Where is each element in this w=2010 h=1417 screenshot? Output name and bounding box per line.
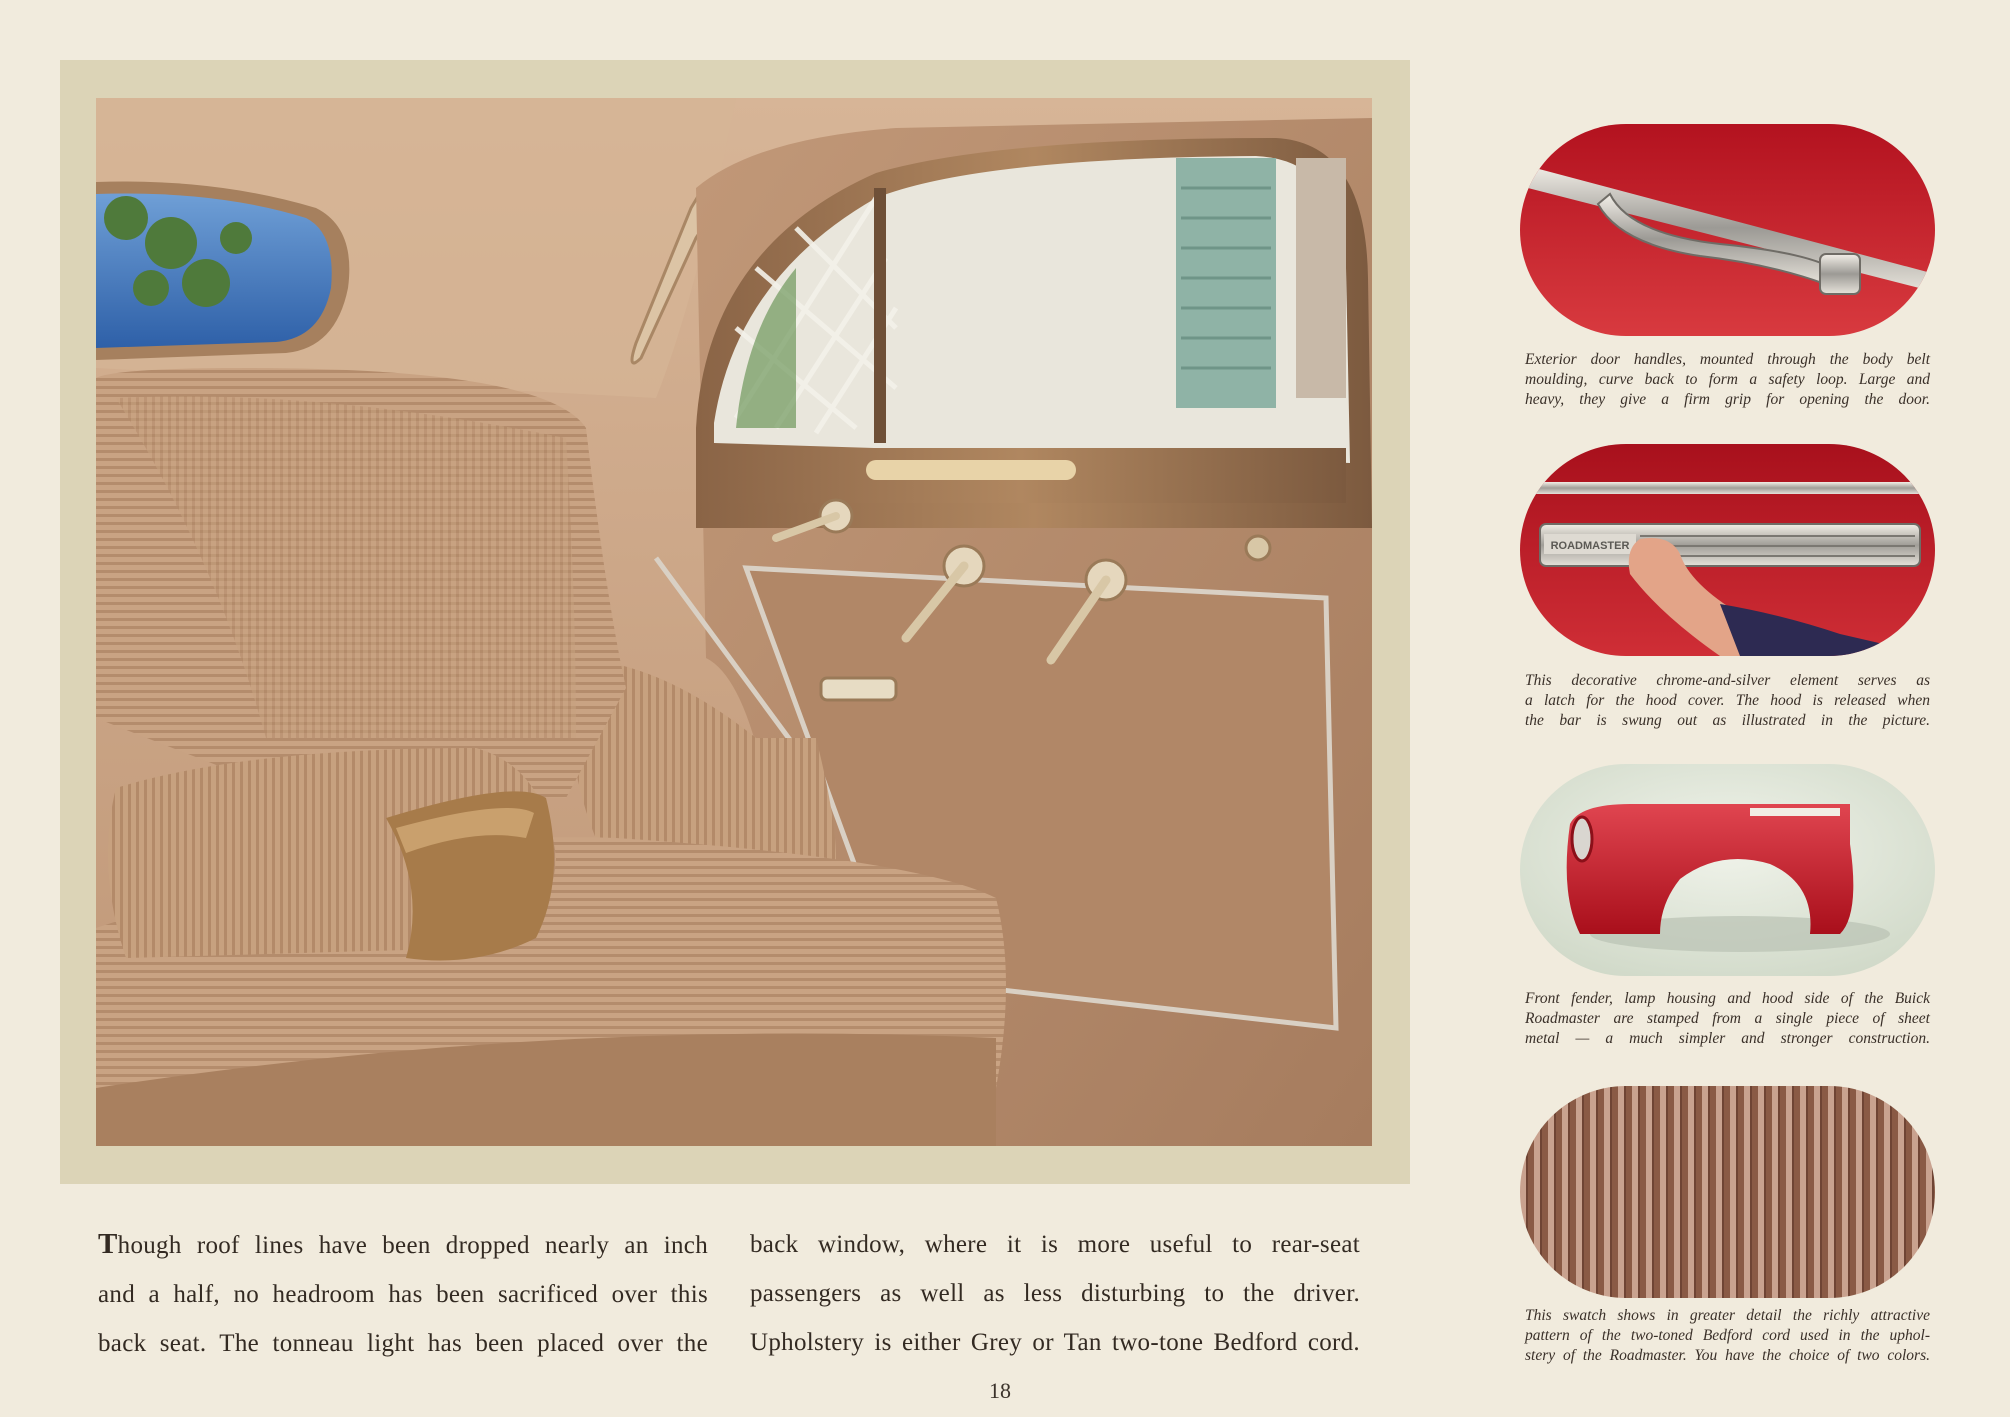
caption-line: Roadmaster are stamped from a single piece of sheet <box>1525 1010 1930 1027</box>
caption-line: a latch for the hood cover. The hood is released when <box>1525 692 1930 709</box>
caption-line: Front fender, lamp housing and hood side of the Buick <box>1525 990 1930 1007</box>
body-line: Upholstery is either Grey or Tan two-tone Bedford cord. <box>750 1329 1360 1356</box>
caption-line: Exterior door handles, mounted through the body belt <box>1525 351 1930 368</box>
caption-line: moulding, curve back to form a safety loop. Large and <box>1525 371 1930 388</box>
caption-line: the bar is swung out as illustrated in the picture. <box>1525 712 1930 729</box>
caption-line: pattern of the two-toned Bedford cord used in the uphol- <box>1525 1327 1930 1344</box>
body-line: back window, where it is more useful to rear-seat <box>750 1231 1360 1258</box>
caption-line: metal — a much simpler and stronger construction. <box>1525 1030 1930 1047</box>
caption-front-fender <box>1525 989 1930 1049</box>
roadmaster-emblem-text: ROADMASTER <box>1550 540 1630 552</box>
body-line: Though roof lines have been dropped nearly an inch <box>98 1228 708 1260</box>
page-number: 18 <box>989 1378 1011 1403</box>
caption-door-handles <box>1525 350 1930 410</box>
fabric-swatch-vignette <box>1520 1086 1935 1298</box>
body-text-left-column <box>98 1220 708 1368</box>
bedford-cord-swatch <box>1520 1086 1935 1298</box>
door-handle-vignette <box>1520 124 1935 336</box>
door-handle-illustration <box>1520 124 1935 336</box>
body-line: passengers as well as less disturbing to the driver. <box>750 1280 1360 1307</box>
caption-line: This swatch shows in greater detail the richly attractive <box>1525 1307 1930 1324</box>
caption-hood-latch <box>1525 671 1930 731</box>
body-text-right-column <box>750 1220 1360 1367</box>
caption-line: This decorative chrome-and-silver element serves as <box>1525 672 1930 689</box>
caption-line: stery of the Roadmaster. You have the choice of two colors. <box>1525 1347 1930 1364</box>
caption-fabric-swatch <box>1525 1306 1930 1366</box>
drop-cap: T <box>98 1228 118 1260</box>
front-fender-vignette <box>1520 764 1935 976</box>
front-fender-illustration <box>1520 764 1935 976</box>
body-line: back seat. The tonneau light has been placed over the <box>98 1330 708 1357</box>
body-line: and a half, no headroom has been sacrificed over this <box>98 1281 708 1308</box>
rear-seat-interior-illustration <box>96 98 1372 1146</box>
hood-latch-vignette <box>1520 444 1935 656</box>
caption-line: heavy, they give a firm grip for opening the door. <box>1525 391 1930 408</box>
interior-photo <box>96 98 1372 1146</box>
hood-latch-illustration <box>1520 444 1935 656</box>
